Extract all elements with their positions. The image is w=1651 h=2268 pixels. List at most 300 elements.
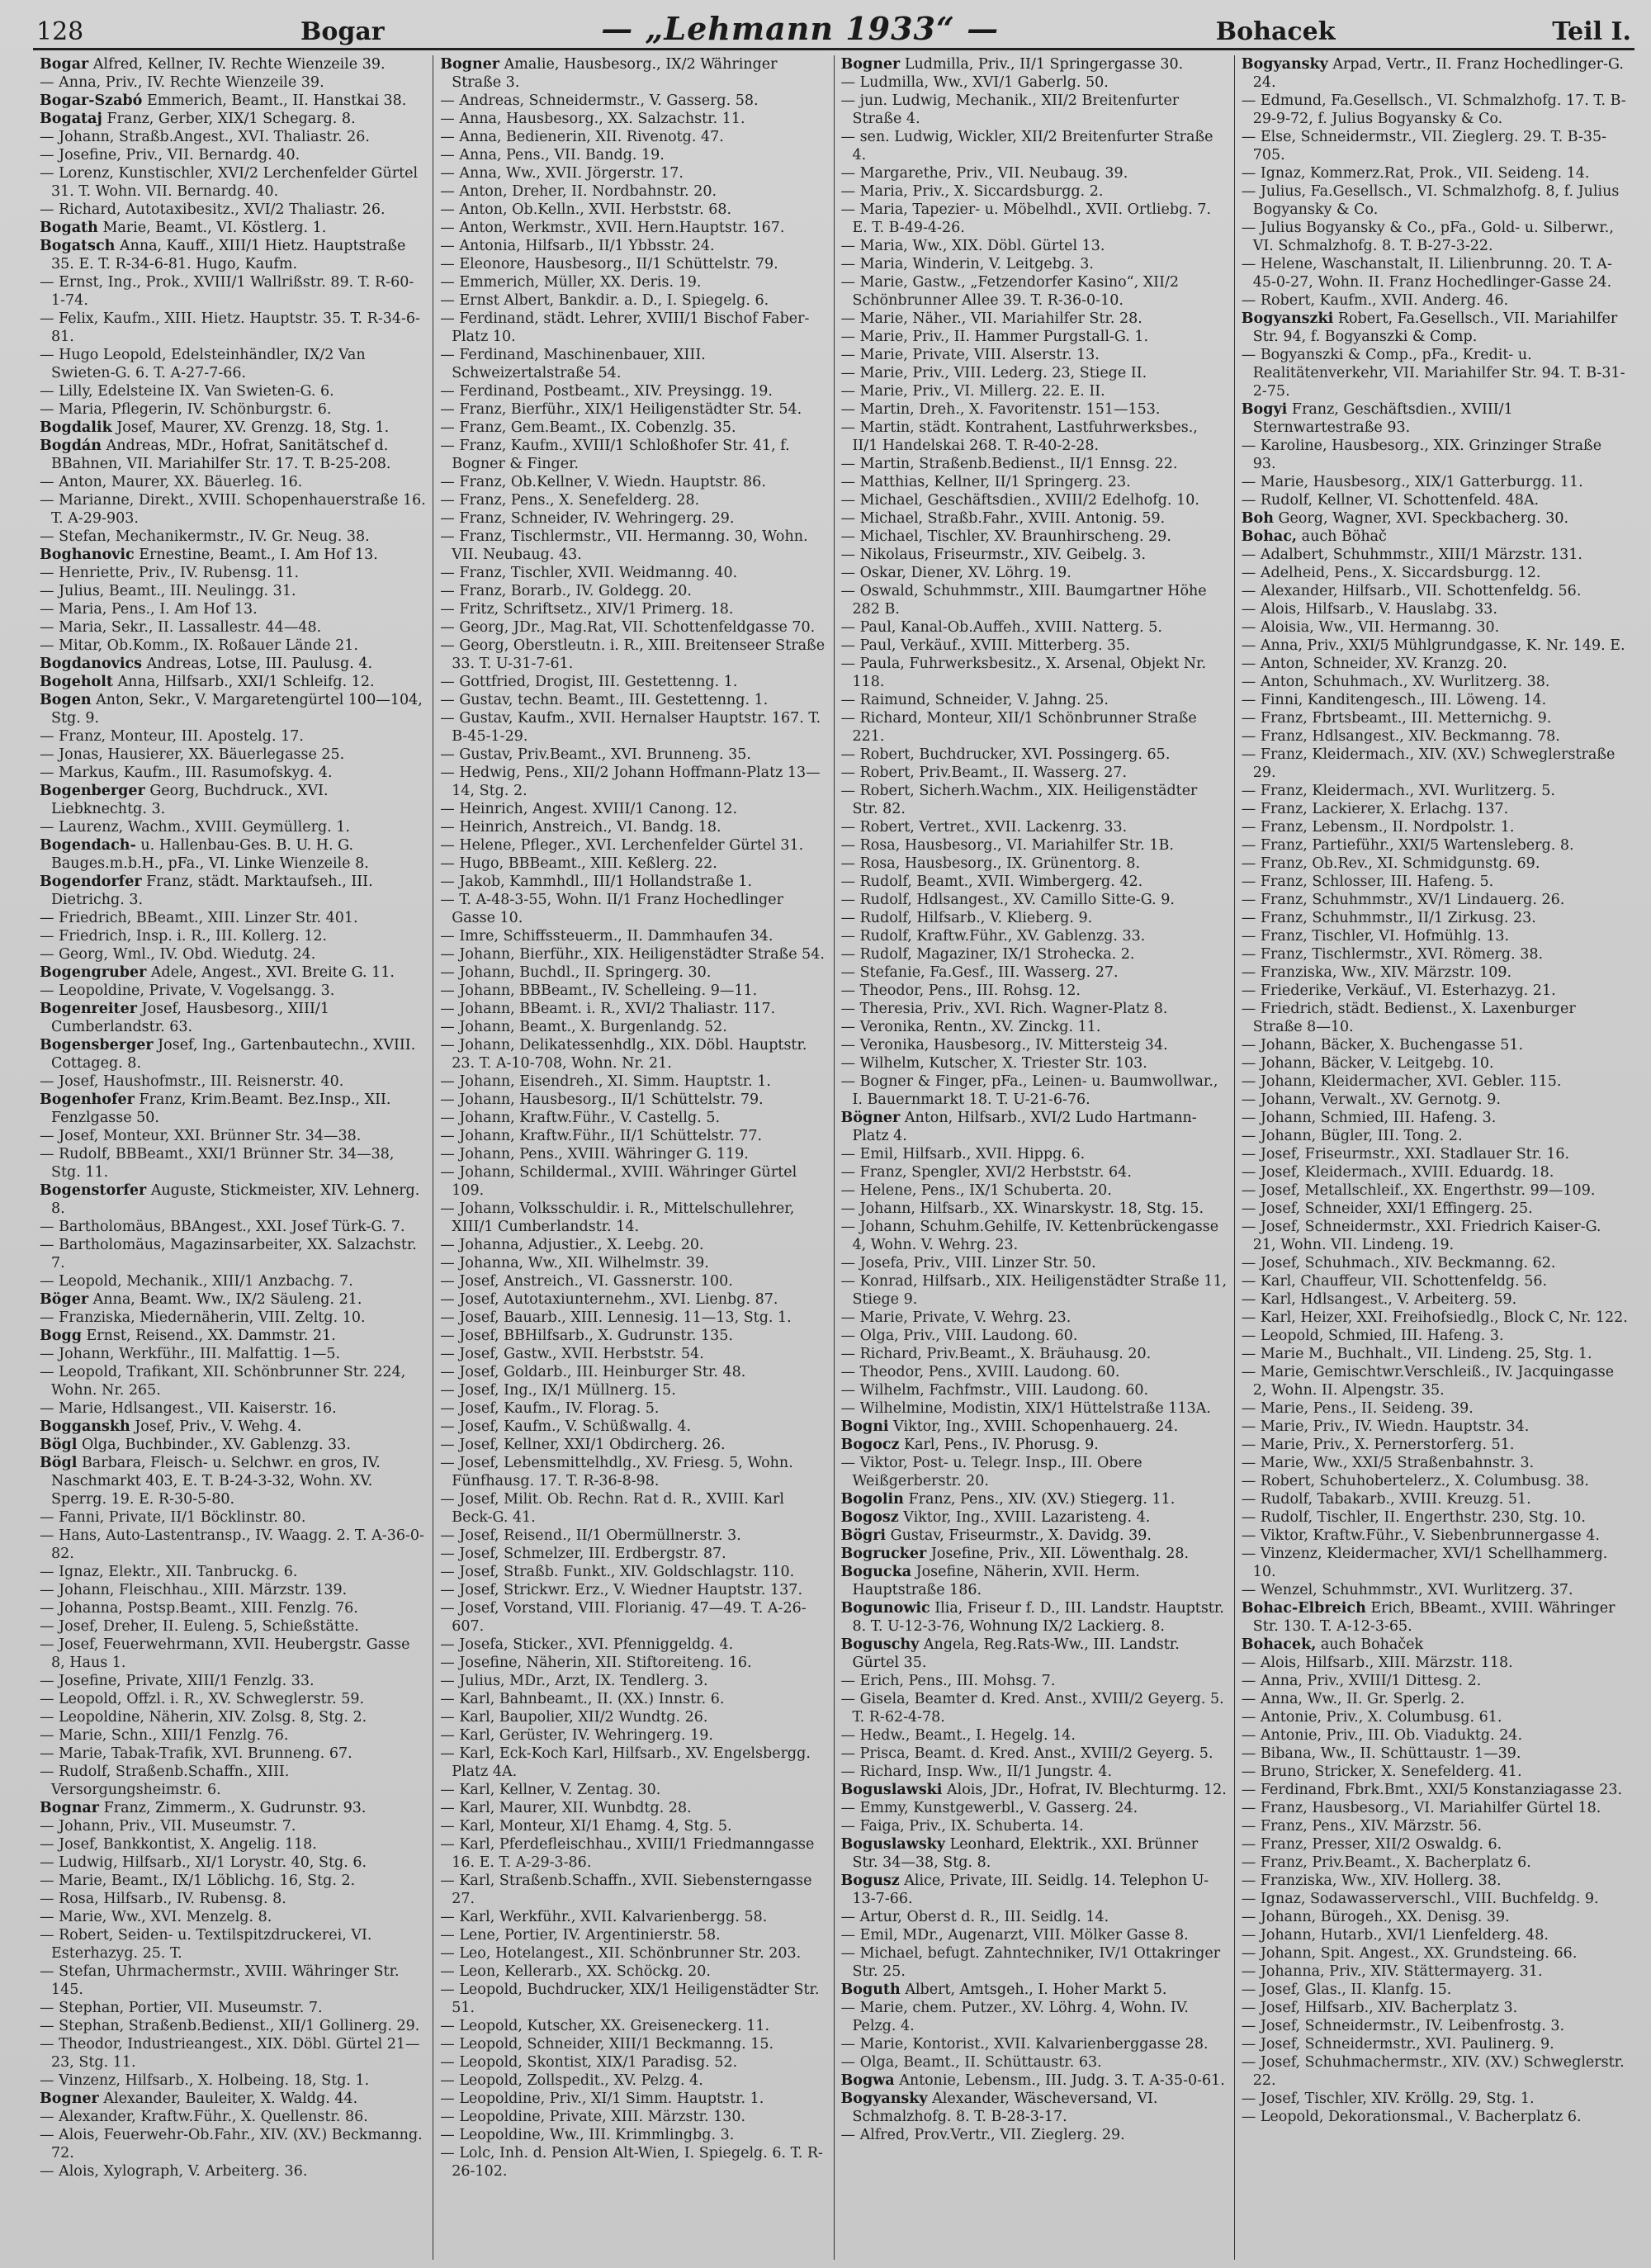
directory-entry — [40, 564, 426, 582]
entry-details: — Paula, Fuhrwerksbesitz., X. Arsenal, Objekt Nr. 118. — [840, 656, 1207, 690]
entry-details: — Franz, Hdlsangest., XIV. Beckmanng. 78. — [1241, 728, 1560, 745]
entry-details: — Rudolf, Kraftw.Führ., XV. Gablenzg. 33. — [840, 928, 1146, 945]
entry-details: — Marie, Private, VIII. Alserstr. 13. — [840, 347, 1100, 363]
directory-entry — [841, 1436, 1228, 1454]
entry-surname: Bohacek, — [1241, 1636, 1317, 1653]
directory-entry — [841, 1254, 1228, 1272]
entry-details: — Rudolf, Tabakarb., XVIII. Kreuzg. 51. — [1241, 1491, 1531, 1508]
entry-surname: Bogg — [40, 1328, 82, 1344]
entry-details: — Leopold, Schneider, XIII/1 Beckmanng. 15. — [440, 2036, 774, 2053]
directory-entry — [440, 528, 826, 564]
entry-surname: Bogendorfer — [40, 874, 142, 890]
directory-entry — [440, 1708, 826, 1726]
directory-entry — [440, 1908, 826, 1926]
entry-details: — Franz, Bierführ., XIX/1 Heiligenstädter Str. 54. — [440, 401, 802, 418]
entry-details: — Else, Schneidermstr., VII. Zieglerg. 29. T. B-35-705. — [1241, 129, 1607, 163]
entry-details: — Johann, Delikatessenhdlg., XIX. Döbl. Hauptstr. 23. T. A-10-708, Wohn. Nr. 21. — [440, 1037, 807, 1072]
directory-entry — [40, 1563, 426, 1581]
directory-entry — [1242, 1926, 1628, 1944]
entry-details: — Robert, Kaufm., XVII. Anderg. 46. — [1241, 292, 1509, 309]
entry-details: — Anton, Werkmstr., XVII. Hern.Hauptstr. 167. — [440, 220, 785, 236]
entry-details: — Franz, Ob.Kellner, V. Wiedn. Hauptstr. 86. — [440, 474, 766, 490]
entry-details: — Leopold, Mechanik., XIII/1 Anzbachg. 7. — [40, 1273, 353, 1290]
entry-details: — Johann, Kraftw.Führ., V. Castellg. 5. — [440, 1110, 721, 1126]
entry-details: — Johann, Volksschuldir. i. R., Mittelschullehrer, XIII/1 Cumberlandstr. 14. — [440, 1200, 795, 1235]
directory-entry — [1242, 691, 1628, 709]
directory-entry — [40, 128, 426, 146]
entry-surname: Bogenberger — [40, 783, 145, 799]
entry-details: — Johann, Bügler, III. Tong. 2. — [1241, 1128, 1463, 1144]
entry-details: — Josef, Kleidermach., XVIII. Eduardg. 18. — [1241, 1164, 1554, 1181]
directory-entry — [841, 1309, 1228, 1327]
entry-details: — Marie, Priv., IV. Wiedn. Hauptstr. 34. — [1241, 1418, 1530, 1435]
entry-details: — Leopold, Kutscher, XX. Greiseneckerg. 11. — [440, 2018, 770, 2034]
entry-details: — Leo, Hotelangest., XII. Schönbrunner Str. 203. — [440, 1945, 802, 1962]
entry-details: — Paul, Verkäuf., XVIII. Mitterberg. 35. — [840, 637, 1130, 654]
directory-entry — [1242, 1890, 1628, 1908]
entry-details: — Ludmilla, Ww., XVI/1 Gaberlg. 50. — [840, 74, 1109, 91]
directory-entry — [1242, 1708, 1628, 1726]
directory-entry — [841, 328, 1228, 346]
entry-details: — Georg, Oberstleutn. i. R., XIII. Breitenseer Straße 33. T. U-31-7-61. — [440, 637, 826, 672]
directory-entry — [40, 1309, 426, 1327]
entry-details: — Karl, Straßenb.Schaffn., XVII. Siebensterngasse 27. — [440, 1873, 812, 1907]
directory-entry — [1242, 310, 1628, 346]
entry-details: — Marie, Priv., II. Hammer Purgstall-G. 1. — [840, 329, 1149, 345]
entry-surname: Bögl — [40, 1455, 78, 1471]
directory-entry — [841, 164, 1228, 182]
entry-details: — Johann, Kleidermacher, XVI. Gebler. 115. — [1241, 1073, 1562, 1090]
entry-surname: Bogenhofer — [40, 1091, 135, 1108]
directory-entry — [40, 146, 426, 164]
directory-entry — [440, 1745, 826, 1781]
directory-entry — [40, 1690, 426, 1708]
directory-entry — [841, 1363, 1228, 1381]
directory-entry — [1242, 873, 1628, 891]
entry-details: — Rosa, Hausbesorg., VI. Mariahilfer Str. 1B. — [840, 837, 1174, 854]
entry-details: — Josef, Gastw., XVII. Herbststr. 54. — [440, 1346, 704, 1362]
directory-entry — [40, 1963, 426, 1999]
directory-entry — [440, 1817, 826, 1835]
directory-entry — [40, 637, 426, 655]
directory-entry — [841, 400, 1228, 419]
entry-details: — Johann, Bäcker, V. Leitgebg. 10. — [1241, 1055, 1494, 1072]
directory-entry — [841, 491, 1228, 509]
entry-details: Marie, Beamt., VI. Köstlerg. 1. — [102, 220, 327, 236]
directory-entry — [841, 182, 1228, 201]
directory-entry — [841, 73, 1228, 92]
directory-entry — [40, 55, 426, 73]
directory-entry — [440, 1072, 826, 1091]
directory-entry — [440, 709, 826, 746]
entry-details: — Franz, Tischlermstr., XVI. Römerg. 38. — [1241, 946, 1544, 963]
directory-entry — [440, 1963, 826, 1981]
entry-details: — Josef, Bankkontist, X. Angelig. 118. — [40, 1836, 317, 1853]
directory-entry — [1242, 1109, 1628, 1127]
directory-entry — [40, 1272, 426, 1290]
entry-details: Ilia, Friseur f. D., III. Landstr. Hauptstr. 8. T. U-12-3-76, Wohnung IX/2 Lackierg. 8. — [852, 1600, 1224, 1635]
directory-entry — [440, 1436, 826, 1454]
entry-details: — Josef, Strickwr. Erz., V. Wiedner Hauptstr. 137. — [440, 1582, 803, 1598]
directory-entry — [841, 564, 1228, 582]
directory-entry — [1242, 600, 1628, 618]
entry-details: — Maria, Pens., I. Am Hof 13. — [40, 601, 258, 618]
entry-surname: Bogendach- — [40, 837, 136, 854]
entry-details: — Bibana, Ww., II. Schüttaustr. 1—39. — [1241, 1745, 1521, 1762]
entry-details: Erich, BBeamt., XVIII. Währinger Str. 130. T. A-12-3-65. — [1252, 1600, 1616, 1635]
header-left-word: Bogar — [300, 17, 385, 46]
entry-surname: Bögl — [40, 1437, 78, 1453]
entry-details: Andreas, MDr., Hofrat, Sanitätschef d. BBahnen, VII. Mariahilfer Str. 17. T. B-25-208. — [51, 438, 391, 472]
directory-entry — [440, 1527, 826, 1545]
directory-entry — [841, 582, 1228, 618]
entry-details: — Marie, Gemischtwr.Verschleiß., IV. Jacquingasse 2, Wohn. II. Alpengstr. 35. — [1241, 1364, 1615, 1399]
directory-entry — [40, 1236, 426, 1272]
entry-surname: Bogath — [40, 220, 98, 236]
directory-entry — [440, 2053, 826, 2072]
entry-details: — Franz, Tischler, VI. Hofmühlg. 13. — [1241, 928, 1510, 945]
directory-entry — [40, 909, 426, 927]
directory-entry — [1242, 546, 1628, 564]
entry-details: — Josefine, Näherin, XII. Stiftoreiteng. 16. — [440, 1655, 752, 1671]
entry-details: — Anton, Schuhmach., XV. Wurlitzerg. 38. — [1241, 674, 1550, 690]
entry-details: u. Hallenbau-Ges. B. U. H. G. Bauges.m.b.H., pFa., VI. Linke Wienzeile 8. — [51, 837, 369, 872]
directory-entry — [440, 1563, 826, 1581]
entry-details: Ludmilla, Priv., II/1 Springergasse 30. — [904, 56, 1184, 73]
entry-details: — Josef, Milit. Ob. Rechn. Rat d. R., XVIII. Karl Beck-G. 41. — [440, 1491, 784, 1526]
entry-details: — Josef, Schneidermstr., XXI. Friedrich Kaiser-G. 21, Wohn. VII. Lindeng. 19. — [1241, 1219, 1601, 1253]
directory-entry — [1242, 1418, 1628, 1436]
entry-details: — Josef, Tischler, XIV. Kröllg. 29, Stg. 1. — [1241, 2090, 1535, 2107]
entry-surname: Bogenstorfer — [40, 1182, 147, 1199]
directory-entry — [1242, 1872, 1628, 1890]
directory-entry — [1242, 982, 1628, 1000]
directory-entry — [440, 55, 826, 92]
entry-details: — Bruno, Stricker, X. Senefelderg. 41. — [1241, 1764, 1522, 1780]
directory-entry — [1242, 618, 1628, 637]
entry-details: — Johanna, Adjustier., X. Leebg. 20. — [440, 1237, 704, 1253]
directory-columns — [33, 55, 1634, 2260]
header-title: — „Lehmann 1933“ — — [601, 10, 1000, 47]
directory-entry — [1242, 1781, 1628, 1799]
directory-entry — [1242, 1690, 1628, 1708]
entry-details: — Johann, Priv., VII. Museumstr. 7. — [40, 1818, 296, 1835]
entry-details: — Anna, Bedienerin, XII. Rivenotg. 47. — [440, 129, 724, 145]
directory-entry — [40, 73, 426, 92]
directory-entry — [1242, 1309, 1628, 1327]
directory-entry — [841, 1054, 1228, 1072]
entry-details: — Marie, Hdlsangest., VII. Kaiserstr. 16. — [40, 1400, 337, 1417]
entry-details: — Oswald, Schuhmmstr., XIII. Baumgartner Höhe 282 B. — [840, 583, 1207, 618]
directory-entry — [841, 92, 1228, 128]
entry-details: — Veronika, Hausbesorg., IV. Mittersteig 34. — [840, 1037, 1168, 1054]
directory-entry — [40, 746, 426, 764]
entry-details: Viktor, Ing., XVIII. Schopenhauerg. 24. — [893, 1418, 1179, 1435]
entry-details: — Marie M., Buchhalt., VII. Lindeng. 25, Stg. 1. — [1241, 1346, 1592, 1362]
directory-entry — [1242, 1000, 1628, 1036]
entry-details: — Emmy, Kunstgewerbl., V. Gasserg. 24. — [840, 1800, 1138, 1816]
entry-details: — Karl, Monteur, XI/1 Ehamg. 4, Stg. 5. — [440, 1818, 732, 1835]
directory-entry — [1242, 1817, 1628, 1835]
entry-details: — Julius, Fa.Gesellsch., VI. Schmalzhofg. 8, f. Julius Bogyansky & Co. — [1241, 183, 1620, 218]
entry-details: — Lilly, Edelsteine IX. Van Swieten-G. 6. — [40, 383, 334, 400]
entry-details: Gustav, Friseurmstr., X. Davidg. 39. — [890, 1527, 1152, 1544]
directory-entry — [440, 1200, 826, 1236]
entry-details: — Josefa, Priv., VIII. Linzer Str. 50. — [840, 1255, 1096, 1271]
entry-details: — Michael, befugt. Zahntechniker, IV/1 Ottakringer Str. 25. — [840, 1945, 1221, 1980]
directory-entry — [841, 618, 1228, 637]
directory-entry — [40, 836, 426, 873]
directory-entry — [1242, 1745, 1628, 1763]
entry-details: Antonie, Lebensm., III. Judg. 3. T. A-35-0-61. — [899, 2072, 1225, 2089]
entry-details: — Johann, Fleischhau., XIII. Märzstr. 139. — [40, 1582, 348, 1598]
directory-entry — [841, 1944, 1228, 1981]
entry-details: — Karl, Hdlsangest., V. Arbeiterg. 59. — [1241, 1291, 1517, 1308]
entry-details: — Franz, Ob.Rev., XI. Schmidgunstg. 69. — [1241, 855, 1540, 872]
entry-details: — Johann, Beamt., X. Burgenlandg. 52. — [440, 1019, 727, 1035]
entry-details: — Karl, Chauffeur, VII. Schottenfeldg. 56. — [1241, 1273, 1548, 1290]
entry-details: — Karl, Baupolier, XII/2 Wundtg. 26. — [440, 1709, 708, 1726]
entry-details: — Fanni, Private, II/1 Böcklinstr. 80. — [40, 1509, 306, 1526]
entry-details: — Marie, chem. Putzer., XV. Löhrg. 4, Wohn. IV. Pelzg. 4. — [840, 2000, 1189, 2034]
directory-entry — [440, 836, 826, 855]
entry-details: — Franz, Monteur, III. Apostelg. 17. — [40, 728, 304, 745]
entry-surname: Bohac, — [1241, 528, 1298, 545]
directory-entry — [1242, 727, 1628, 746]
directory-entry — [40, 1890, 426, 1908]
entry-details: — Karoline, Hausbesorg., XIX. Grinzinger Straße 93. — [1241, 438, 1602, 472]
directory-entry — [440, 219, 826, 237]
entry-details: — Wilhelm, Kutscher, X. Triester Str. 103. — [840, 1055, 1147, 1072]
directory-entry — [841, 1817, 1228, 1835]
entry-details: — Stephan, Portier, VII. Museumstr. 7. — [40, 2000, 323, 2016]
directory-entry — [440, 1599, 826, 1636]
directory-entry — [1242, 1454, 1628, 1472]
entry-details: — Ferdinand, städt. Lehrer, XVIII/1 Bischof Faber-Platz 10. — [440, 310, 810, 345]
directory-entry — [841, 964, 1228, 982]
entry-details: — Marie, Private, V. Wehrg. 23. — [840, 1309, 1071, 1326]
entry-details: — Marie, Ww., XVI. Menzelg. 8. — [40, 1909, 272, 1925]
directory-entry — [440, 92, 826, 110]
entry-details: — Josef, Kaufm., V. Schüßwallg. 4. — [440, 1418, 692, 1435]
directory-entry — [40, 2017, 426, 2035]
directory-entry — [440, 1581, 826, 1599]
entry-details: — Johanna, Postsp.Beamt., XIII. Fenzlg. 76. — [40, 1600, 358, 1617]
entry-details: — Anna, Pens., VII. Bandg. 19. — [440, 147, 665, 163]
directory-entry — [40, 310, 426, 346]
directory-entry — [841, 1399, 1228, 1418]
directory-entry — [1242, 1272, 1628, 1290]
directory-entry — [1242, 1127, 1628, 1145]
entry-details: — Franziska, Ww., XIV. Märzstr. 109. — [1241, 964, 1512, 981]
entry-details: — Franz, Tischler, XVII. Weidmanng. 40. — [440, 565, 738, 581]
entry-details: Andreas, Lotse, III. Paulusg. 4. — [146, 656, 373, 672]
directory-entry — [1242, 673, 1628, 691]
directory-entry — [1242, 1363, 1628, 1399]
entry-details: — Franz, Spengler, XVI/2 Herbststr. 64. — [840, 1164, 1132, 1181]
entry-details: Anton, Sekr., V. Margaretengürtel 100—104, Stg. 9. — [51, 692, 423, 727]
directory-entry — [841, 2126, 1228, 2144]
directory-entry — [440, 945, 826, 964]
directory-entry — [440, 1127, 826, 1145]
entry-details: — Rudolf, Hdlsangest., XV. Camillo Sitte-G. 9. — [840, 892, 1175, 908]
directory-entry — [440, 2017, 826, 2035]
directory-entry — [40, 727, 426, 746]
entry-details: — Raimund, Schneider, V. Jahng. 25. — [840, 692, 1109, 708]
entry-details: — Laurenz, Wachm., XVIII. Geymüllerg. 1. — [40, 819, 350, 836]
directory-entry — [40, 618, 426, 637]
directory-entry — [440, 1272, 826, 1290]
directory-entry — [40, 2090, 426, 2108]
entry-details: Alfred, Kellner, IV. Rechte Wienzeile 39. — [92, 56, 386, 73]
entry-details: — Josef, Dreher, II. Euleng. 5, Schießstätte. — [40, 1618, 359, 1635]
directory-entry — [40, 1218, 426, 1236]
directory-entry — [1242, 1908, 1628, 1926]
directory-entry — [440, 346, 826, 382]
directory-entry — [1242, 1345, 1628, 1363]
directory-entry — [1242, 891, 1628, 909]
entry-details: — Imre, Schiffssteuerm., II. Dammhaufen 34. — [440, 928, 773, 945]
entry-details: — Leopoldine, Private, V. Vogelsangg. 3. — [40, 982, 335, 999]
directory-entry — [40, 1345, 426, 1363]
entry-details: — Richard, Monteur, XII/1 Schönbrunner Straße 221. — [840, 710, 1197, 745]
entry-details: — Johann, Hausbesorg., II/1 Schüttelstr. 79. — [440, 1091, 764, 1108]
directory-entry — [40, 1181, 426, 1218]
directory-entry — [1242, 927, 1628, 945]
directory-entry — [841, 1508, 1228, 1527]
directory-entry — [1242, 564, 1628, 582]
entry-details: — Lorenz, Kunstischler, XVI/2 Lerchenfelder Gürtel 31. T. Wohn. VII. Bernardg. 40. — [40, 165, 419, 200]
entry-details: — sen. Ludwig, Wickler, XII/2 Breitenfurter Straße 4. — [840, 129, 1213, 163]
directory-entry — [841, 2053, 1228, 2072]
directory-entry — [841, 1563, 1228, 1599]
directory-entry — [440, 1309, 826, 1327]
directory-entry — [440, 437, 826, 473]
directory-entry — [1242, 182, 1628, 219]
entry-details: — Franz, Fbrtsbeamt., III. Metternichg. 9. — [1241, 710, 1552, 727]
entry-details: — Robert, Priv.Beamt., II. Wasserg. 27. — [840, 765, 1128, 781]
entry-surname: Boh — [1241, 510, 1274, 527]
entry-details: — Ignaz, Sodawasserverschl., VIII. Buchfeldg. 9. — [1241, 1891, 1599, 1907]
directory-entry — [1242, 1654, 1628, 1672]
directory-entry — [841, 382, 1228, 400]
entry-details: — Johann, BBeamt. i. R., XVI/2 Thaliastr. 117. — [440, 1001, 776, 1017]
directory-entry — [40, 1508, 426, 1527]
directory-entry — [40, 1908, 426, 1926]
entry-details: — Maria, Priv., X. Siccardsburgg. 2. — [840, 183, 1104, 200]
entry-details: — Josef, Kellner, XXI/1 Obdircherg. 26. — [440, 1437, 726, 1453]
directory-entry — [440, 164, 826, 182]
entry-details: — Franz, Hausbesorg., VI. Mariahilfer Gürtel 18. — [1241, 1800, 1601, 1816]
directory-entry — [440, 1236, 826, 1254]
entry-details: — Rudolf, Magaziner, IX/1 Strohecka. 2. — [840, 946, 1135, 963]
entry-details: — Nikolaus, Friseurmstr., XIV. Geibelg. 3. — [840, 547, 1147, 563]
entry-details: — Karl, Maurer, XII. Wunbdtg. 28. — [440, 1800, 692, 1816]
entry-details: — Edmund, Fa.Gesellsch., VI. Schmalzhofg. 17. T. B-29-9-72, f. Julius Bogyansky & Co. — [1241, 92, 1626, 127]
directory-entry — [440, 1109, 826, 1127]
directory-entry — [1242, 909, 1628, 927]
directory-entry — [40, 1072, 426, 1091]
directory-entry — [841, 1145, 1228, 1163]
entry-details: — Olga, Beamt., II. Schüttaustr. 63. — [840, 2054, 1102, 2071]
entry-details: — Karl, Bahnbeamt., II. (XX.) Innstr. 6. — [440, 1691, 725, 1707]
directory-entry — [40, 1763, 426, 1799]
entry-details: Ernst, Reisend., XX. Dammstr. 21. — [86, 1328, 336, 1344]
entry-details: Anna, Beamt. Ww., IX/2 Säuleng. 21. — [92, 1291, 362, 1308]
entry-details: — Rudolf, Straßenb.Schaffn., XIII. Versorgungsheimstr. 6. — [40, 1764, 290, 1798]
entry-details: — Marie, Hausbesorg., XIX/1 Gatterburgg. 11. — [1241, 474, 1583, 490]
entry-details: — Josef, Bauarb., XIII. Lennesig. 11—13, Stg. 1. — [440, 1309, 792, 1326]
directory-entry — [440, 419, 826, 437]
entry-details: — Johann, Pens., XVIII. Währinger G. 119. — [440, 1146, 749, 1162]
directory-entry — [1242, 528, 1628, 546]
entry-details: — Wenzel, Schuhmmstr., XVI. Wurlitzerg. 37. — [1241, 1582, 1573, 1598]
entry-details: — Lene, Portier, IV. Argentinierstr. 58. — [440, 1927, 721, 1944]
entry-details: — Maria, Sekr., II. Lassallestr. 44—48. — [40, 619, 322, 636]
directory-entry — [440, 2035, 826, 2053]
entry-details: — Anna, Priv., XXI/5 Mühlgrundgasse, K. Nr. 149. E. — [1241, 637, 1625, 654]
entry-details: — Leopold, Skontist, XIX/1 Paradisg. 52. — [440, 2054, 738, 2071]
entry-details: — Rudolf, Beamt., XVII. Wimbergerg. 42. — [840, 874, 1143, 890]
directory-entry — [440, 1091, 826, 1109]
entry-details: — Ferdinand, Postbeamt., XIV. Preysingg. 19. — [440, 383, 773, 400]
directory-entry — [40, 1636, 426, 1672]
entry-details: — Alfred, Prov.Vertr., VII. Zieglerg. 29. — [840, 2127, 1125, 2143]
directory-entry — [440, 1799, 826, 1817]
entry-details: — Franz, Schuhmmstr., II/1 Zirkusg. 23. — [1241, 910, 1536, 926]
directory-entry — [1242, 2090, 1628, 2108]
directory-entry — [841, 1036, 1228, 1054]
directory-entry — [440, 1381, 826, 1399]
entry-details: Josef, Maurer, XV. Grenzg. 18, Stg. 1. — [116, 419, 390, 436]
entry-details: — Lolc, Inh. d. Pension Alt-Wien, I. Spiegelg. 6. T. R-26-102. — [440, 2145, 823, 2180]
entry-details: — Josef, Haushofmstr., III. Reisnerstr. 40. — [40, 1073, 344, 1090]
entry-surname: Boguslawski — [840, 1782, 943, 1798]
entry-details: — Theodor, Pens., XVIII. Laudong. 60. — [840, 1364, 1120, 1380]
directory-entry — [1242, 164, 1628, 182]
directory-entry — [841, 764, 1228, 782]
entry-details: — Gustav, techn. Beamt., III. Gestettenng. 1. — [440, 692, 769, 708]
directory-entry — [1242, 255, 1628, 291]
directory-entry — [40, 2035, 426, 2072]
directory-entry — [841, 1218, 1228, 1254]
directory-entry — [841, 1981, 1228, 1999]
entry-details: — Josef, Schneidermstr., IV. Leibenfrostg. 3. — [1241, 2018, 1565, 2034]
entry-surname: Bogwa — [840, 2072, 895, 2089]
entry-details: — Anna, Ww., XVII. Jörgerstr. 17. — [440, 165, 684, 182]
directory-entry — [40, 964, 426, 982]
entry-details: — Ferdinand, Fbrk.Bmt., XXI/5 Konstanziagasse 23. — [1241, 1782, 1623, 1798]
entry-details: — Franziska, Ww., XIV. Hollerg. 38. — [1241, 1873, 1502, 1889]
directory-entry — [841, 691, 1228, 709]
entry-details: — Gisela, Beamter d. Kred. Anst., XVIII/2 Geyerg. 5. T. R-62-4-78. — [840, 1691, 1224, 1726]
directory-entry — [40, 1399, 426, 1418]
entry-surname: Bögri — [840, 1527, 887, 1544]
directory-entry — [1242, 655, 1628, 673]
entry-details: — Johann, Buchdl., II. Springerg. 30. — [440, 964, 712, 981]
entry-details: Franz, Zimmerm., X. Gudrunstr. 93. — [103, 1800, 367, 1816]
entry-details: Josef, Ing., Gartenbautechn., XVIII. Cottageg. 8. — [51, 1037, 416, 1072]
entry-details: — Olga, Priv., VIII. Laudong. 60. — [840, 1328, 1078, 1344]
directory-entry — [841, 1200, 1228, 1218]
directory-entry — [1242, 1963, 1628, 1981]
entry-details: — Karl, Kellner, V. Zentag. 30. — [440, 1782, 661, 1798]
entry-surname: Bogdalik — [40, 419, 112, 436]
entry-details: — Felix, Kaufm., XIII. Hietz. Hauptstr. 35. T. R-34-6-81. — [40, 310, 420, 345]
directory-entry — [440, 146, 826, 164]
directory-entry — [1242, 1999, 1628, 2017]
entry-surname: Bogyi — [1241, 401, 1288, 418]
